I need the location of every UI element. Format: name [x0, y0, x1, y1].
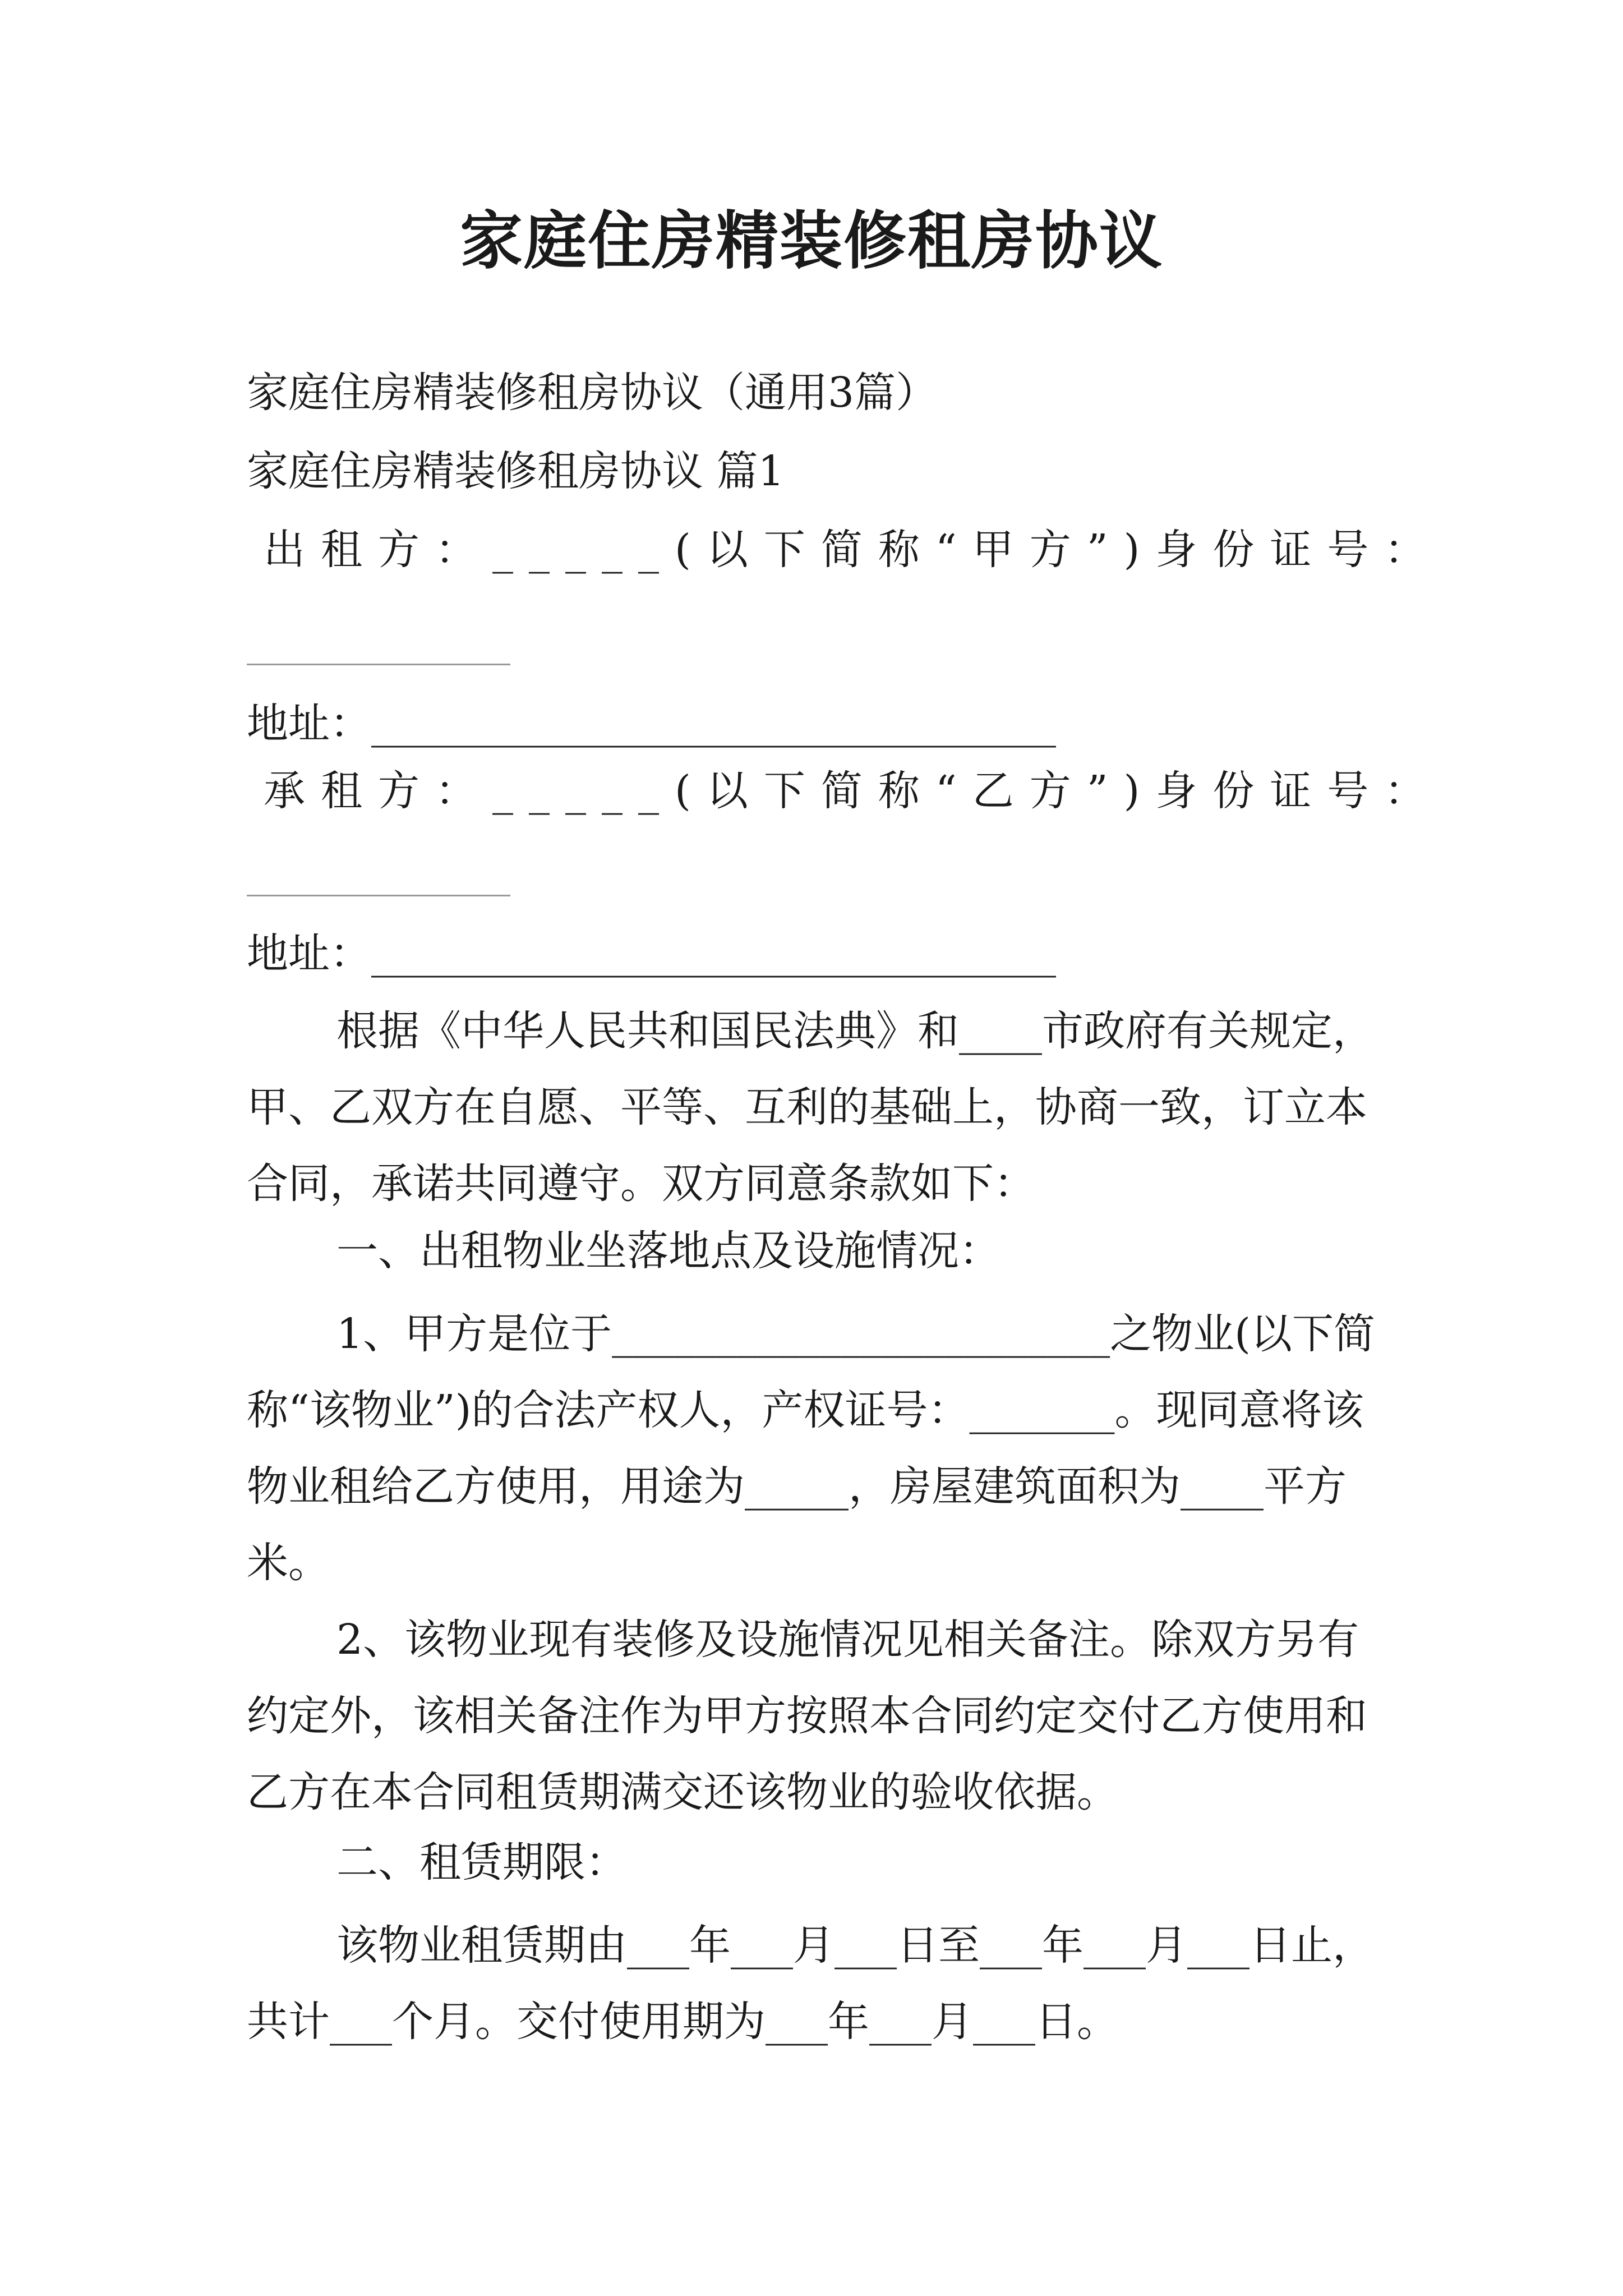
lessee-id-blank [247, 895, 510, 896]
document-subtitle: 家庭住房精装修租房协议（通用3篇） [247, 369, 938, 417]
lessor-id-blank [247, 664, 510, 665]
lessor-address: 地址：_________________________________ [247, 700, 1056, 748]
article1-heading: 一、出租物业坐落地点及设施情况： [336, 1227, 1000, 1275]
lessee-line: 承租方：_____(以下简称“乙方”)身份证号： [264, 767, 1442, 815]
document-title: 家庭住房精装修租房协议 [460, 204, 1163, 278]
preamble-paragraph: 根据《中华人民共和国民法典》和____市政府有关规定，甲、乙双方在自愿、平等、互利的基础上，协商一致，订立本合同，承诺共同遵守。双方同意条款如下： [247, 1007, 1374, 1208]
lessor-line: 出租方：_____(以下简称“甲方”)身份证号： [264, 526, 1442, 574]
article2-body: 该物业租赁期由___年___月___日至___年___月___日止，共计___个月。交付使用期为___年___月___日。 [247, 1921, 1374, 2046]
section-heading: 家庭住房精装修租房协议 篇1 [247, 447, 785, 495]
article1-item1: 1、甲方是位于________________________之物业(以下简称“该物业”)的合法产权人，产权证号：_______。现同意将该物业租给乙方使用，用途为_____，房屋建筑面积为____平方米。 [247, 1310, 1375, 1587]
lessee-address: 地址：_________________________________ [247, 930, 1056, 978]
article1-item2: 2、该物业现有装修及设施情况见相关备注。除双方另有约定外，该相关备注作为甲方按照本合同约定交付乙方使用和乙方在本合同租赁期满交还该物业的验收依据。 [247, 1616, 1367, 1816]
article2-heading: 二、租赁期限： [336, 1838, 627, 1887]
